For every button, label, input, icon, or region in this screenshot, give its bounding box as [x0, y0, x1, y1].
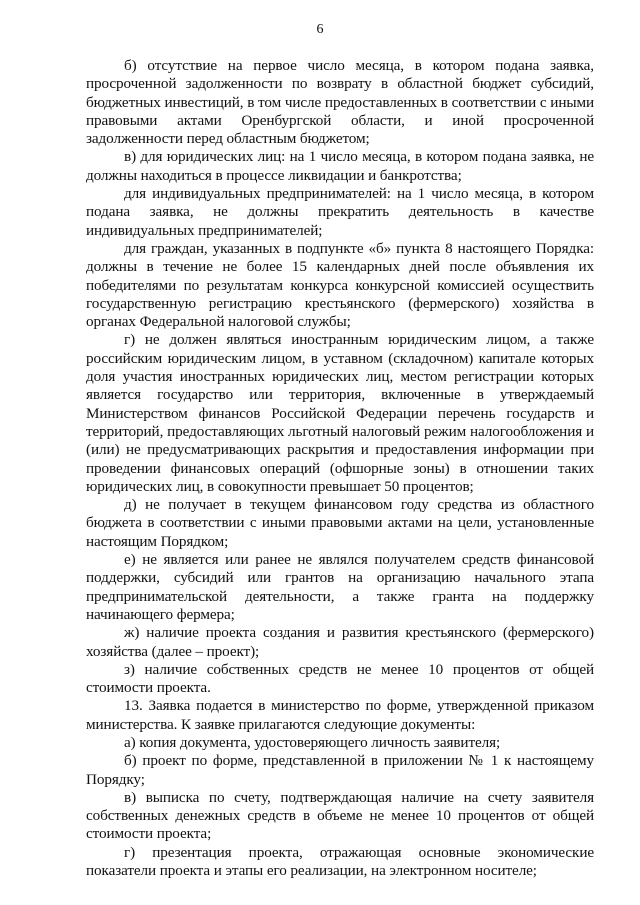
- paragraph-project-form: б) проект по форме, представленной в приложении № 1 к настоящему Порядку;: [86, 752, 594, 788]
- paragraph-application-documents: 13. Заявка подается в министерство по форме, утвержденной приказом министерства. К заявке прилагаются следующие документы:: [86, 697, 594, 733]
- paragraph-identity-copy: а) копия документа, удостоверяющего личность заявителя;: [124, 733, 501, 751]
- paragraph-legal-entities: в) для юридических лиц: на 1 число месяца, в котором подана заявка, не должны находиться в процессе ликвидации и банкротства;: [86, 148, 594, 184]
- paragraph-foreign-entities: г) не должен являться иностранным юридическим лицом, а также российским юридическим лицом, в уставном (складочном) капитале которых доля участия иностранных юридических лиц, местом регистрации которых является государство или территория, включенные в утверждаемый Министерством финансов Российской Федерации перечень государств и территорий, предоставляющих льготный налоговый режим налогообложения и (или) не предусматривающих раскрытия и предоставления информации при проведении финансовых операций (офшорные зоны) в отношении таких юридических лиц, в совокупности превышает 50 процентов;: [86, 331, 594, 495]
- paragraph-debt-absence: б) отсутствие на первое число месяца, в котором подана заявка, просроченной задолженности по возврату в областной бюджет субсидий, бюджетных инвестиций, в том числе предоставленных в соответствии с иными правовыми актами Оренбургской области, и иной просроченной задолженности перед областным бюджетом;: [86, 57, 594, 148]
- document-body: [86, 57, 594, 880]
- paragraph-project-presentation: г) презентация проекта, отражающая основные экономические показатели проекта и этапы его реализации, на электронном носителе;: [86, 843, 594, 880]
- paragraph-citizens: для граждан, указанных в подпункте «б» пункта 8 настоящего Порядка: должны в течение не более 15 календарных дней после объявления их победителями по результатам конкурса конкурсной комиссией осуществить государственную регистрацию крестьянского (фермерского) хозяйства в органах Федеральной налоговой службы;: [86, 239, 594, 331]
- page-number: 6: [316, 22, 324, 37]
- paragraph-account-statement: в) выписка по счету, подтверждающая наличие на счету заявителя собственных денежных средств в объеме не менее 10 процентов от общей стоимости проекта;: [86, 788, 594, 843]
- paragraph-own-funds: з) наличие собственных средств не менее 10 процентов от общей стоимости проекта.: [86, 660, 594, 697]
- paragraph-entrepreneurs: для индивидуальных предпринимателей: на 1 число месяца, в котором подана заявка, не должны прекратить деятельность в качестве индивидуальных предпринимателей;: [86, 185, 594, 239]
- paragraph-regional-funds: д) не получает в текущем финансовом году средства из областного бюджета в соответствии с иными правовыми актами на цели, установленные настоящим Порядком;: [86, 496, 594, 550]
- paragraph-prior-support: е) не является или ранее не являлся получателем средств финансовой поддержки, субсидий или грантов на организацию начального этапа предпринимательской деятельности, а также гранта на поддержку начинающего фермера;: [86, 551, 594, 623]
- paragraph-farm-project: ж) наличие проекта создания и развития крестьянского (фермерского) хозяйства (далее – проект);: [86, 624, 594, 660]
